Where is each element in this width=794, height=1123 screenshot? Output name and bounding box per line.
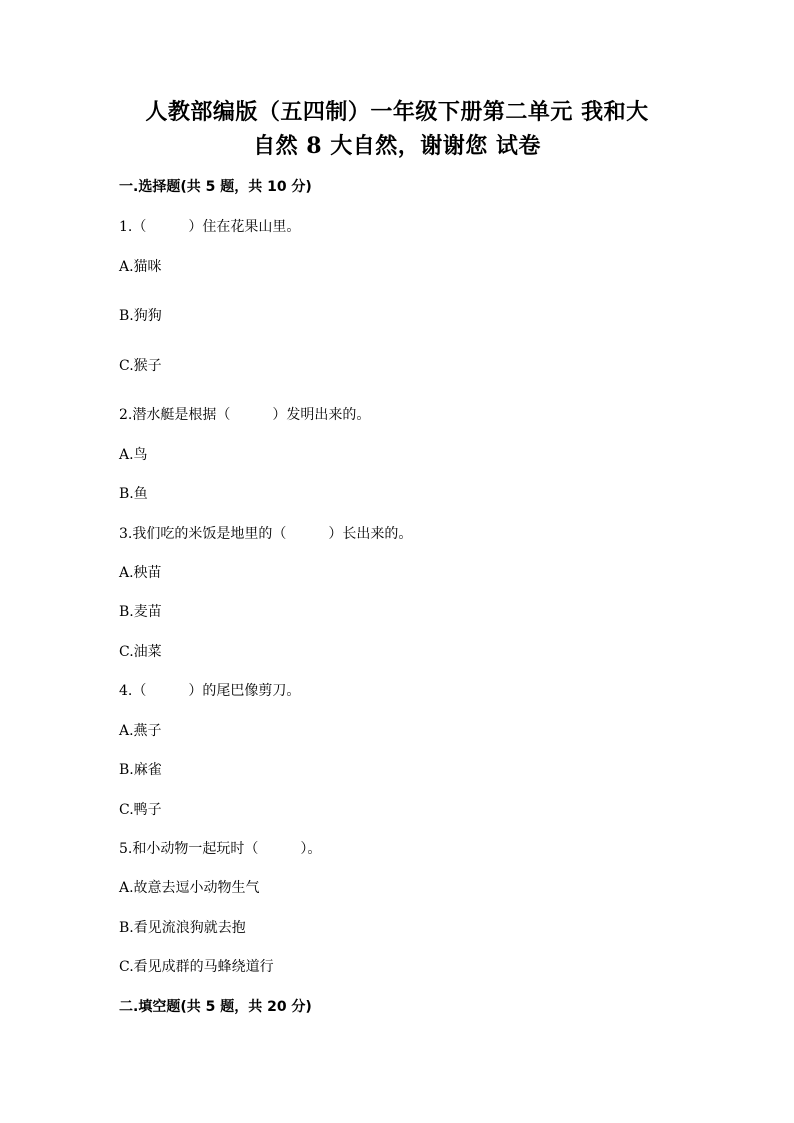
question-3: 3.我们吃的米饭是地里的（ ）长出来的。: [119, 526, 413, 542]
question-5-option-b: B.看见流浪狗就去抱: [119, 920, 246, 936]
question-5-option-c: C.看见成群的马蜂绕道行: [119, 959, 274, 975]
document-title-line-2: 自然 8 大自然，谢谢您 试卷: [253, 133, 541, 159]
question-1-option-a: A.猫咪: [119, 259, 162, 275]
question-4: 4.（ ）的尾巴像剪刀。: [119, 683, 301, 699]
question-4-option-b: B.麻雀: [119, 762, 162, 778]
question-2: 2.潜水艇是根据（ ）发明出来的。: [119, 407, 371, 423]
question-2-option-a: A.鸟: [119, 447, 148, 463]
section-heading-choice: 一.选择题(共 5 题，共 10 分): [119, 179, 312, 195]
question-3-option-b: B.麦苗: [119, 604, 162, 620]
question-3-option-c: C.油菜: [119, 644, 162, 660]
question-5-option-a: A.故意去逗小动物生气: [119, 880, 260, 896]
question-3-option-a: A.秧苗: [119, 565, 162, 581]
question-4-option-a: A.燕子: [119, 723, 162, 739]
section-heading-fill-in: 二.填空题(共 5 题，共 20 分): [119, 999, 312, 1015]
question-4-option-c: C.鸭子: [119, 802, 162, 818]
document-title-line-1: 人教部编版（五四制）一年级下册第二单元 我和大: [145, 99, 649, 125]
question-1-option-b: B.狗狗: [119, 308, 162, 324]
question-2-option-b: B.鱼: [119, 486, 148, 502]
question-1-option-c: C.猴子: [119, 358, 162, 374]
question-5: 5.和小动物一起玩时（ ）。: [119, 841, 322, 857]
question-1: 1.（ ）住在花果山里。: [119, 219, 301, 235]
